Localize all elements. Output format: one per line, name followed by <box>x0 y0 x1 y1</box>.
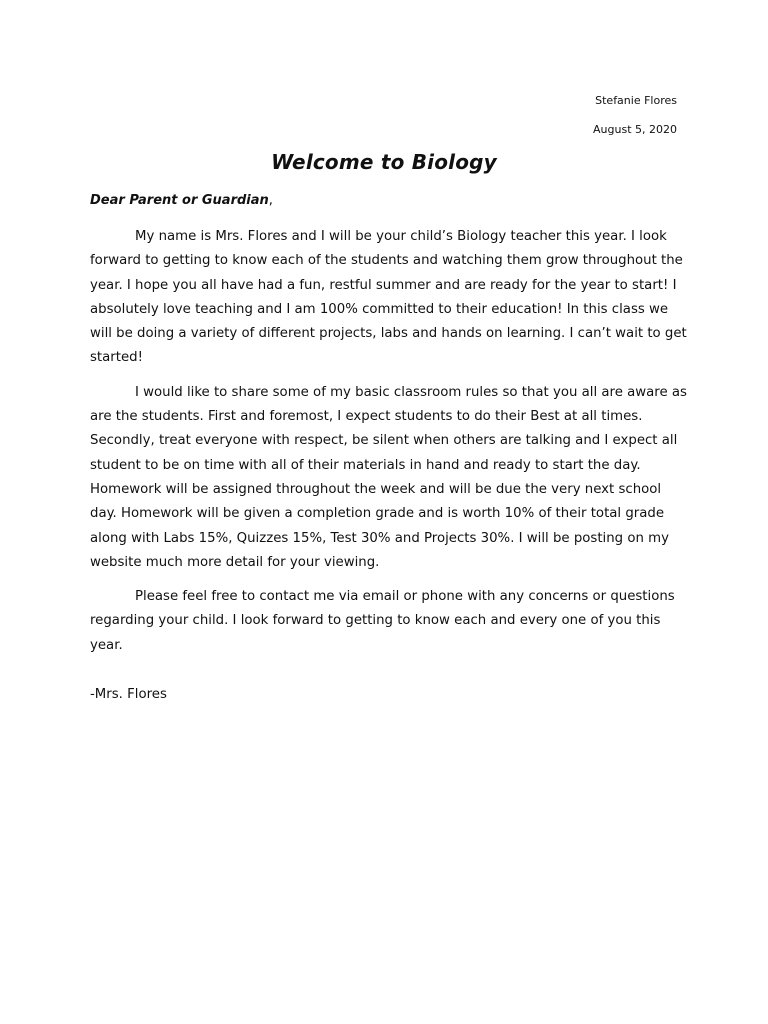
author-name: Stefanie Flores <box>595 94 677 107</box>
salutation <box>90 193 273 208</box>
letter-body <box>90 225 690 668</box>
paragraph-introduction: My name is Mrs. Flores and I will be your child’s Biology teacher this year. I look forward to getting to know each of the students and watching them grow throughout the year. I hope you all have had a fun, restful summer and are ready for the year to start! I absolutely love teaching and I am 100% committed to their education! In this class we will be doing a variety of different projects, labs and hands on learning. I can’t wait to get started! <box>90 229 687 366</box>
paragraph-contact: Please feel free to contact me via email or phone with any concerns or questions regarding your child. I look forward to getting to know each and every one of you this year. <box>90 589 675 653</box>
salutation-punctuation: , <box>268 193 273 208</box>
paragraph-classroom-rules: I would like to share some of my basic classroom rules so that you all are aware as are the students. First and foremost, I expect students to do their Best at all times. Secondly, treat everyone with respect, be silent when others are talking and I expect all student to be on time with all of their materials in hand and ready to start the day. Homework will be assigned throughout the week and will be due the very next school day. Homework will be given a completion grade and is worth 10% of their total grade along with Labs 15%, Quizzes 15%, Test 30% and Projects 30%. I will be posting on my website much more detail for your viewing. <box>90 384 687 570</box>
letter-date: August 5, 2020 <box>593 123 677 136</box>
salutation-text: Dear Parent or Guardian <box>90 193 269 208</box>
letter-title: Welcome to Biology <box>271 150 497 174</box>
signature: -Mrs. Flores <box>90 687 167 702</box>
